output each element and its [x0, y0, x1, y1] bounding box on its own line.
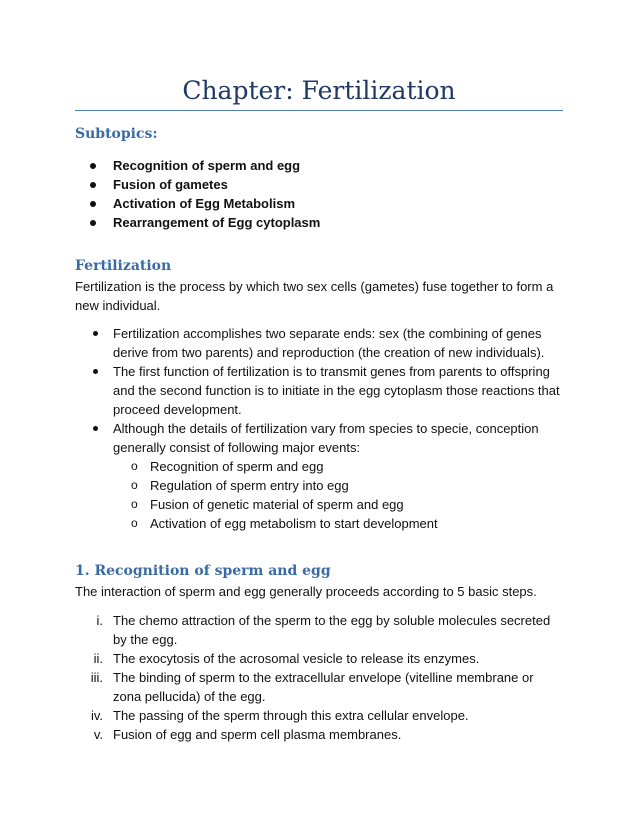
bullet-icon	[93, 369, 98, 374]
fertilization-heading: Fertilization	[75, 258, 172, 274]
step-number: v.	[93, 727, 103, 742]
recognition-steps	[75, 611, 565, 744]
circle-bullet-icon: o	[131, 478, 138, 492]
list-item	[75, 213, 320, 232]
step-text: Fusion of egg and sperm cell plasma membranes.	[113, 727, 402, 742]
step-number: ii.	[93, 651, 103, 666]
circle-bullet-icon: o	[131, 459, 138, 473]
list-item	[75, 324, 565, 362]
event-text: Regulation of sperm entry into egg	[150, 478, 349, 493]
fertilization-points	[75, 324, 565, 533]
step-number: i.	[96, 613, 103, 628]
recognition-heading: 1. Recognition of sperm and egg	[75, 563, 331, 579]
circle-bullet-icon: o	[131, 516, 138, 530]
subtopics-list	[75, 156, 320, 232]
list-item	[75, 156, 320, 175]
bullet-icon	[90, 201, 96, 207]
subtopic-text: Fusion of gametes	[113, 177, 228, 192]
list-item	[113, 476, 565, 495]
bullet-icon	[93, 331, 98, 336]
event-text: Fusion of genetic material of sperm and egg	[150, 497, 404, 512]
list-item	[75, 725, 565, 744]
title-divider	[75, 110, 563, 111]
step-text: The chemo attraction of the sperm to the egg by soluble molecules secreted by the egg.	[113, 613, 551, 647]
bullet-icon	[90, 163, 96, 169]
point-text: The first function of fertilization is to transmit genes from parents to offspring and the second function is to initiate in the egg cytoplasm those reactions that proceed development.	[113, 364, 560, 417]
bullet-icon	[90, 220, 96, 226]
list-item	[75, 419, 565, 533]
circle-bullet-icon: o	[131, 497, 138, 511]
fertilization-intro: Fertilization is the process by which two sex cells (gametes) fuse together to form a new individual.	[75, 279, 554, 313]
bullet-icon	[90, 182, 96, 188]
subtopic-text: Rearrangement of Egg cytoplasm	[113, 215, 321, 230]
subtopic-text: Activation of Egg Metabolism	[113, 196, 296, 211]
list-item	[113, 514, 565, 533]
point-text: Fertilization accomplishes two separate ends: sex (the combining of genes derive from two parents) and reproduction (the creation of new individuals).	[113, 326, 545, 360]
list-item	[75, 706, 565, 725]
recognition-intro: The interaction of sperm and egg generally proceeds according to 5 basic steps.	[75, 584, 537, 599]
step-number: iv.	[90, 708, 103, 723]
step-text: The binding of sperm to the extracellular envelope (vitelline membrane or zona pellucida) of the egg.	[113, 670, 534, 704]
step-text: The exocytosis of the acrosomal vesicle to release its enzymes.	[113, 651, 480, 666]
chapter-title: Chapter: Fertilization	[182, 76, 456, 105]
subtopic-text: Recognition of sperm and egg	[113, 158, 301, 173]
step-number: iii.	[90, 670, 103, 685]
list-item	[75, 611, 565, 649]
list-item	[75, 668, 565, 706]
list-item	[113, 495, 565, 514]
list-item	[113, 457, 565, 476]
list-item	[75, 194, 320, 213]
point-text: Although the details of fertilization vary from species to specie, conception generally consist of following major events:	[113, 421, 539, 455]
event-text: Recognition of sperm and egg	[150, 459, 324, 474]
list-item	[75, 175, 320, 194]
step-text: The passing of the sperm through this extra cellular envelope.	[113, 708, 469, 723]
list-item	[75, 649, 565, 668]
events-sublist	[113, 457, 565, 533]
list-item	[75, 362, 565, 419]
event-text: Activation of egg metabolism to start development	[150, 516, 438, 531]
subtopics-heading: Subtopics:	[75, 126, 158, 142]
bullet-icon	[93, 426, 98, 431]
